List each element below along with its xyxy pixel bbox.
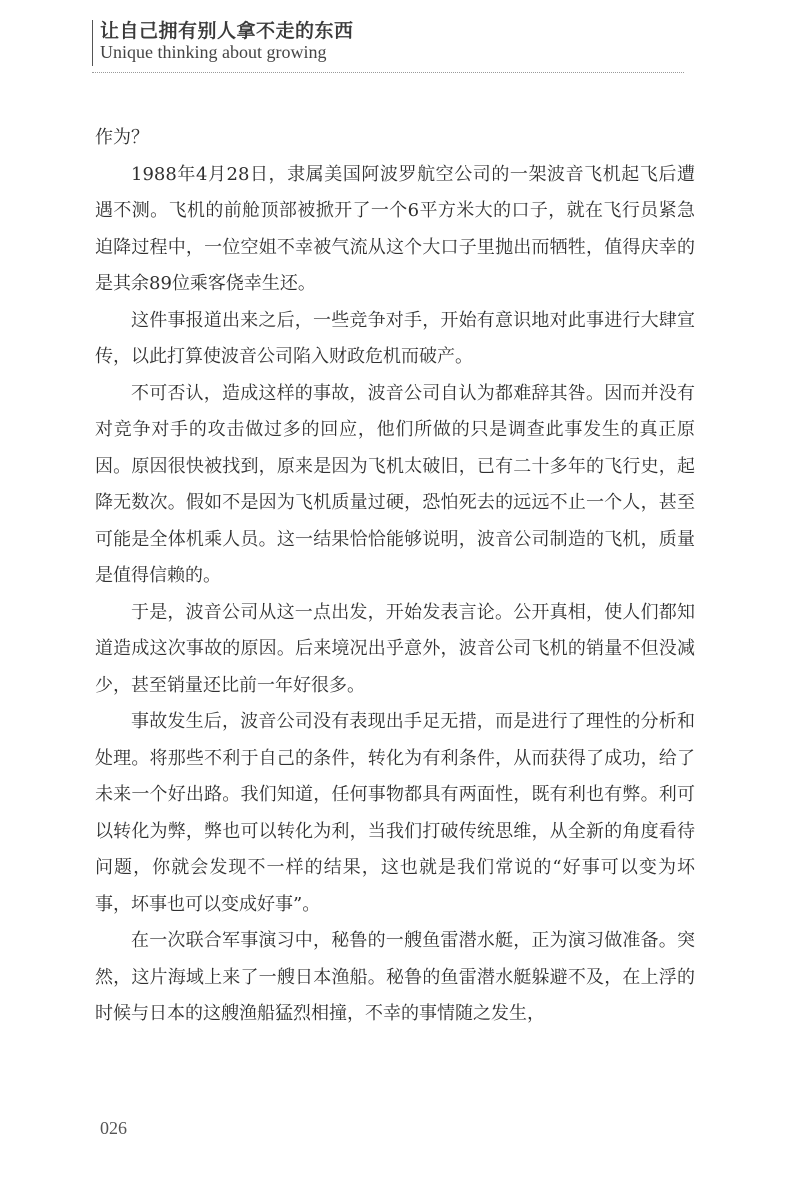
paragraph: 事故发生后，波音公司没有表现出手足无措，而是进行了理性的分析和处理。将那些不利于自己的条件，转化为有利条件，从而获得了成功，给了未来一个好出路。我们知道，任何事物都具有两面性，既有利也有弊。利可以转化为弊，弊也可以转化为利，当我们打破传统思维，从全新的角度看待问题，你就会发现不一样的结果，这也就是我们常说的“好事可以变为坏事，坏事也可以变成好事”。	[95, 711, 695, 915]
paragraph: 不可否认，造成这样的事故，波音公司自认为都难辞其咎。因而并没有对竞争对手的攻击做过多的回应，他们所做的只是调查此事发生的真正原因。原因很快被找到，原来是因为飞机太破旧，已有二十多年的飞行史，起降无数次。假如不是因为飞机质量过硬，恐怕死去的远远不止一个人，甚至可能是全体机乘人员。这一结果恰恰能够说明，波音公司制造的飞机，质量是值得信赖的。	[95, 382, 695, 586]
paragraph: 在一次联合军事演习中，秘鲁的一艘鱼雷潜水艇，正为演习做准备。突然，这片海域上来了一艘日本渔船。秘鲁的鱼雷潜水艇躲避不及，在上浮的时候与日本的这艘渔船猛烈相撞，不幸的事情随之发生，	[95, 930, 695, 1024]
header-vertical-rule	[92, 20, 93, 66]
body-text	[95, 120, 695, 1033]
running-header	[92, 16, 712, 66]
header-title: 让自己拥有别人拿不走的东西	[100, 20, 354, 42]
paragraph: 于是，波音公司从这一点出发，开始发表言论。公开真相，使人们都知道造成这次事故的原因。后来境况出乎意外，波音公司飞机的销量不但没减少，甚至销量还比前一年好很多。	[95, 601, 695, 696]
paragraph: 这件事报道出来之后，一些竞争对手，开始有意识地对此事进行大肆宣传，以此打算使波音公司陷入财政危机而破产。	[95, 309, 695, 367]
header-subtitle: Unique thinking about growing	[100, 42, 327, 62]
paragraph-continuation: 作为？	[95, 127, 149, 148]
page-number: 026	[100, 1118, 127, 1138]
paragraph: 1988年4月28日，隶属美国阿波罗航空公司的一架波音飞机起飞后遭遇不测。飞机的前舱顶部被掀开了一个6平方米大的口子，就在飞行员紧急迫降过程中，一位空姐不幸被气流从这个大口子里抛出而牺牲，值得庆幸的是其余89位乘客侥幸生还。	[95, 163, 695, 294]
header-dotted-divider	[92, 72, 684, 73]
